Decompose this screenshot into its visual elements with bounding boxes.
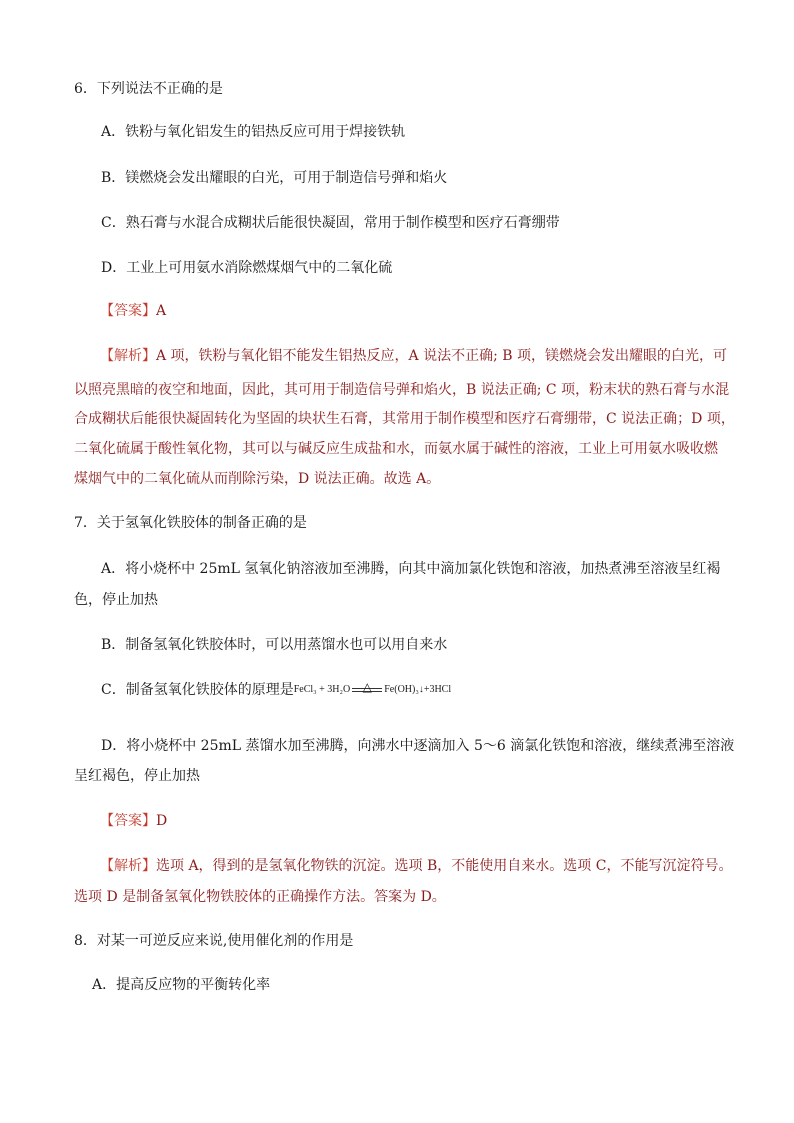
q6-answer [100,302,166,320]
q7-option-b: B．制备氢氧化铁胶体时，可以用蒸馏水也可以用自来水 [101,637,448,653]
q7-explanation-line-1 [100,857,732,875]
q7-option-c [101,681,451,699]
q7-expl-label: 【解析】 [100,858,156,874]
heat-symbol: △ [362,679,372,694]
q6-answer-value: A [156,303,167,319]
q7-expl-text-1: 选项 A，得到的是氢氧化物铁的沉淀。选项 B，不能使用自来水。选项 C，不能写沉淀符号。 [156,858,733,874]
q6-option-d: D．工业上可用氨水消除燃煤烟气中的二氧化硫 [101,260,393,276]
q6-expl-text-1: A 项，铁粉与氧化铝不能发生铝热反应，A 说法不正确; B 项，镁燃烧会发出耀眼的白光，可 [156,348,728,364]
q7-explanation-line-2: 选项 D 是制备氢氧化物铁胶体的正确操作方法。答案为 D。 [74,889,446,905]
q6-explanation-line-4: 二氧化硫属于酸性氧化物，其可以与碱反应生成盐和水，而氨水属于碱性的溶液，工业上可用氨水吸收燃 [74,441,718,457]
q8-stem: 8．对某一可逆反应来说,使用催化剂的作用是 [74,933,354,949]
q7-option-d-line-2: 呈红褐色，停止加热 [74,768,200,784]
q7-option-a-line-2: 色，停止加热 [74,592,158,608]
q7-option-a-line-1: A．将小烧杯中 25mL 氢氧化钠溶液加至沸腾，向其中滴加氯化铁饱和溶液，加热煮沸至溶液呈红褐 [101,561,721,577]
q6-option-c: C．熟石膏与水混合成糊状后能很快凝固，常用于制作模型和医疗石膏绷带 [101,215,560,231]
q7-answer [100,812,167,830]
q7-option-c-text: C．制备氢氧化铁胶体的原理是 [101,682,294,698]
q6-expl-label: 【解析】 [100,348,156,364]
equation-reactants: FeCl₃ + 3H₂O [293,684,351,695]
q6-explanation-line-5: 煤烟气中的二氧化硫从而削除污染，D 说法正确。故选 A。 [74,471,441,487]
q7-answer-label: 【答案】 [100,813,156,829]
q6-explanation-line-2: 以照亮黑暗的夜空和地面，因此，其可用于制造信号弹和焰火，B 说法正确; C 项，粉末状的熟石膏与水混 [74,382,730,398]
q6-option-a: A．铁粉与氧化铝发生的铝热反应可用于焊接铁轨 [101,124,406,140]
reaction-equation [294,681,451,699]
q6-explanation-line-3: 合成糊状后能很快凝固转化为坚固的块状生石膏，其常用于制作模型和医疗石膏绷带，C 说法正确；D 项， [74,411,735,427]
q7-stem: 7．关于氢氧化铁胶体的制备正确的是 [74,515,307,531]
equation-equals-sign [352,679,382,694]
q6-answer-label: 【答案】 [100,303,156,319]
q6-explanation-line-1 [100,347,727,365]
q8-option-a: A．提高反应物的平衡转化率 [92,977,271,993]
equation-products: Fe(OH)₃↓+3HCl [384,684,452,695]
q7-answer-value: D [156,813,168,829]
q7-option-d-line-1: D．将小烧杯中 25mL 蒸馏水加至沸腾，向沸水中逐滴加入 5～6 滴氯化铁饱和溶液，继续煮沸至溶液 [101,738,735,754]
q6-option-b: B．镁燃烧会发出耀眼的白光，可用于制造信号弹和焰火 [101,170,448,186]
q6-stem: 6．下列说法不正确的是 [74,81,223,97]
